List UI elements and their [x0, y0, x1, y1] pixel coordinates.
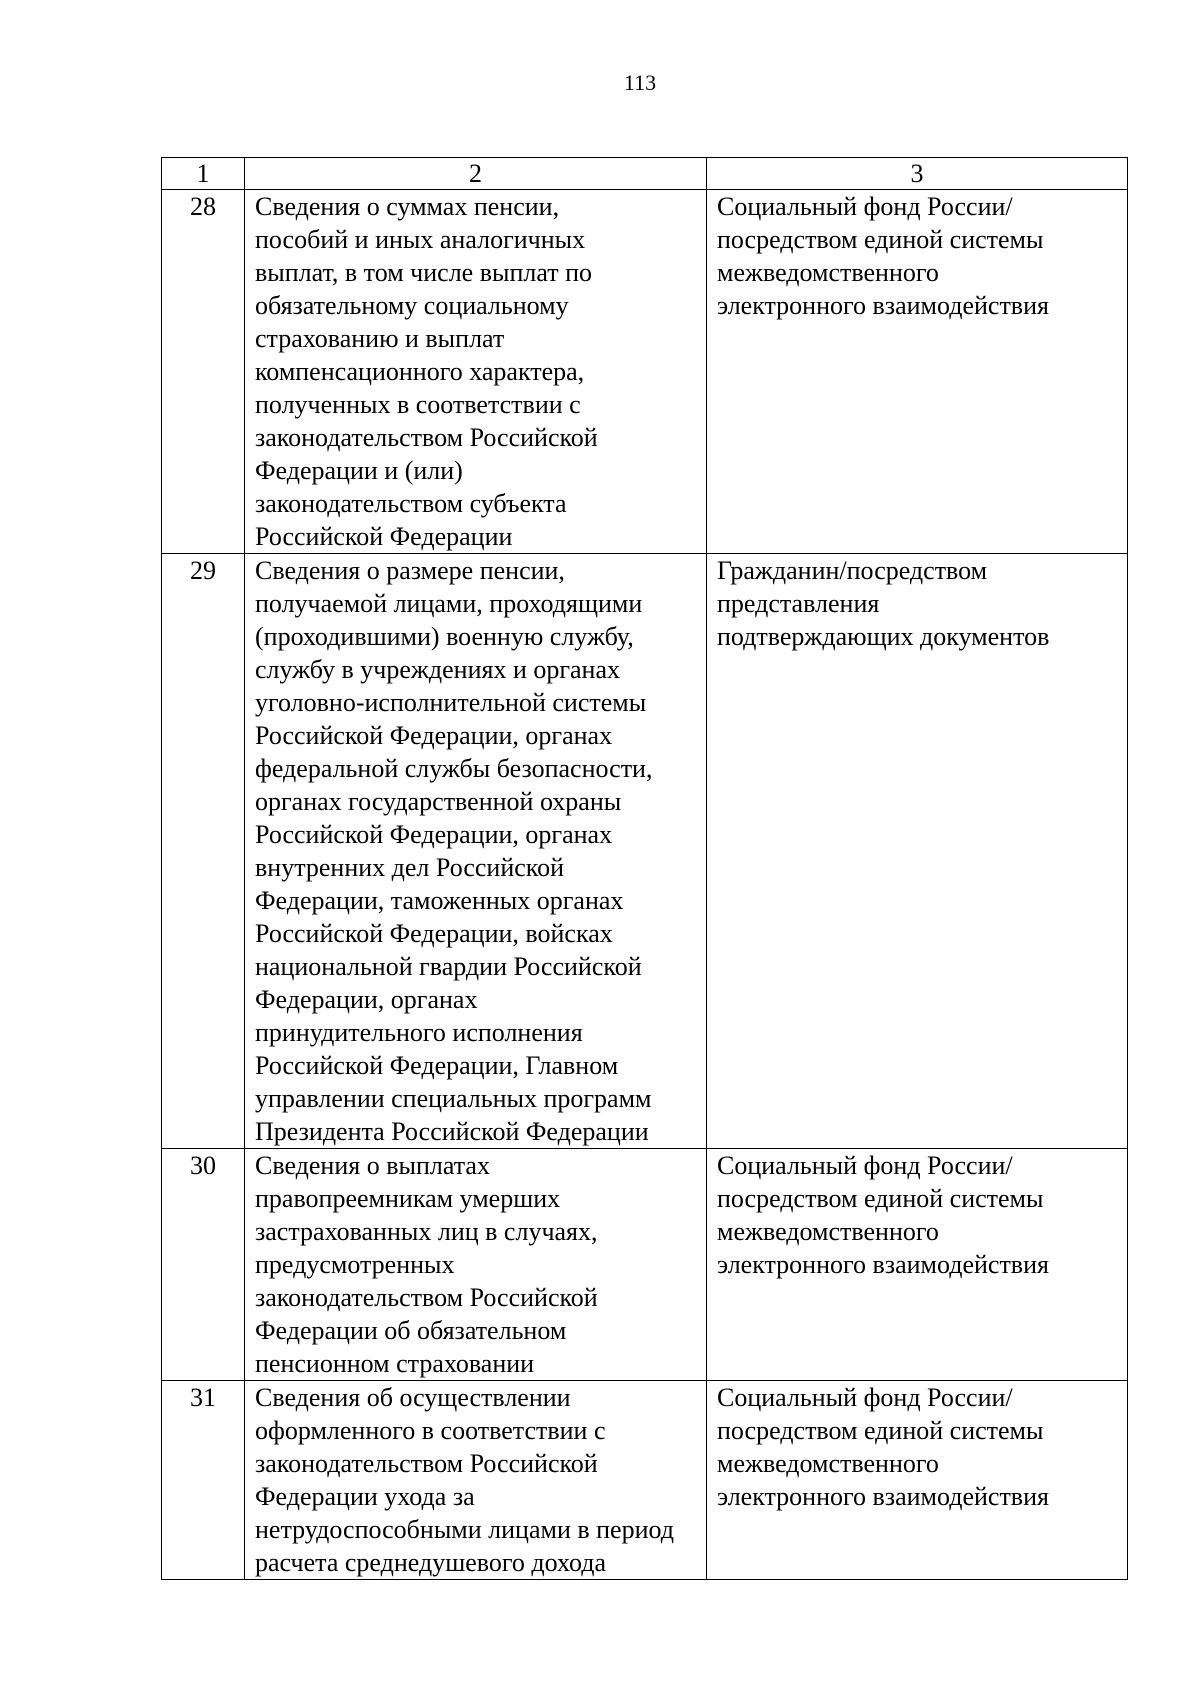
row-number: 31 — [162, 1381, 245, 1580]
table-row — [162, 190, 1128, 554]
row-number: 28 — [162, 190, 245, 554]
row-source: Социальный фонд России/ посредством единой системы межведомственного электронного взаимодействия — [707, 1381, 1128, 1580]
row-number: 30 — [162, 1149, 245, 1381]
row-source: Гражданин/посредством представления подтверждающих документов — [707, 554, 1128, 1149]
row-source: Социальный фонд России/ посредством единой системы межведомственного электронного взаимодействия — [707, 190, 1128, 554]
data-table — [161, 157, 1128, 1580]
table-row — [162, 1149, 1128, 1381]
page-number: 113 — [623, 70, 657, 95]
row-source: Социальный фонд России/ посредством единой системы межведомственного электронного взаимодействия — [707, 1149, 1128, 1381]
table-header-row — [162, 158, 1128, 190]
row-description: Сведения о размере пенсии, получаемой лицами, проходящими (проходившими) военную службу, службу в учреждениях и органах уголовно-исполнительной системы Российской Федерации, органах федеральной службы безопасности, органах государственной охраны Российской Федерации, органах внутренних дел Российской Федерации, таможенных органах Российской Федерации, войсках национальной гвардии Российской Федерации, органах принудительного исполнения Российской Федерации, Главном управлении специальных программ Президента Российской Федерации — [245, 554, 707, 1149]
row-description: Сведения об осуществлении оформленного в соответствии с законодательством Российской Федерации ухода за нетрудоспособными лицами в период расчета среднедушевого дохода — [245, 1381, 707, 1580]
table-row — [162, 1381, 1128, 1580]
row-number: 29 — [162, 554, 245, 1149]
row-description: Сведения о выплатах правопреемникам умерших застрахованных лиц в случаях, предусмотренных законодательством Российской Федерации об обязательном пенсионном страховании — [245, 1149, 707, 1381]
header-col-3: 3 — [707, 158, 1128, 190]
header-col-1: 1 — [162, 158, 245, 190]
table-row — [162, 554, 1128, 1149]
row-description: Сведения о суммах пенсии, пособий и иных аналогичных выплат, в том числе выплат по обязательному социальному страхованию и выплат компенсационного характера, полученных в соответствии с законодательством Российской Федерации и (или) законодательством субъекта Российской Федерации — [245, 190, 707, 554]
header-col-2: 2 — [245, 158, 707, 190]
